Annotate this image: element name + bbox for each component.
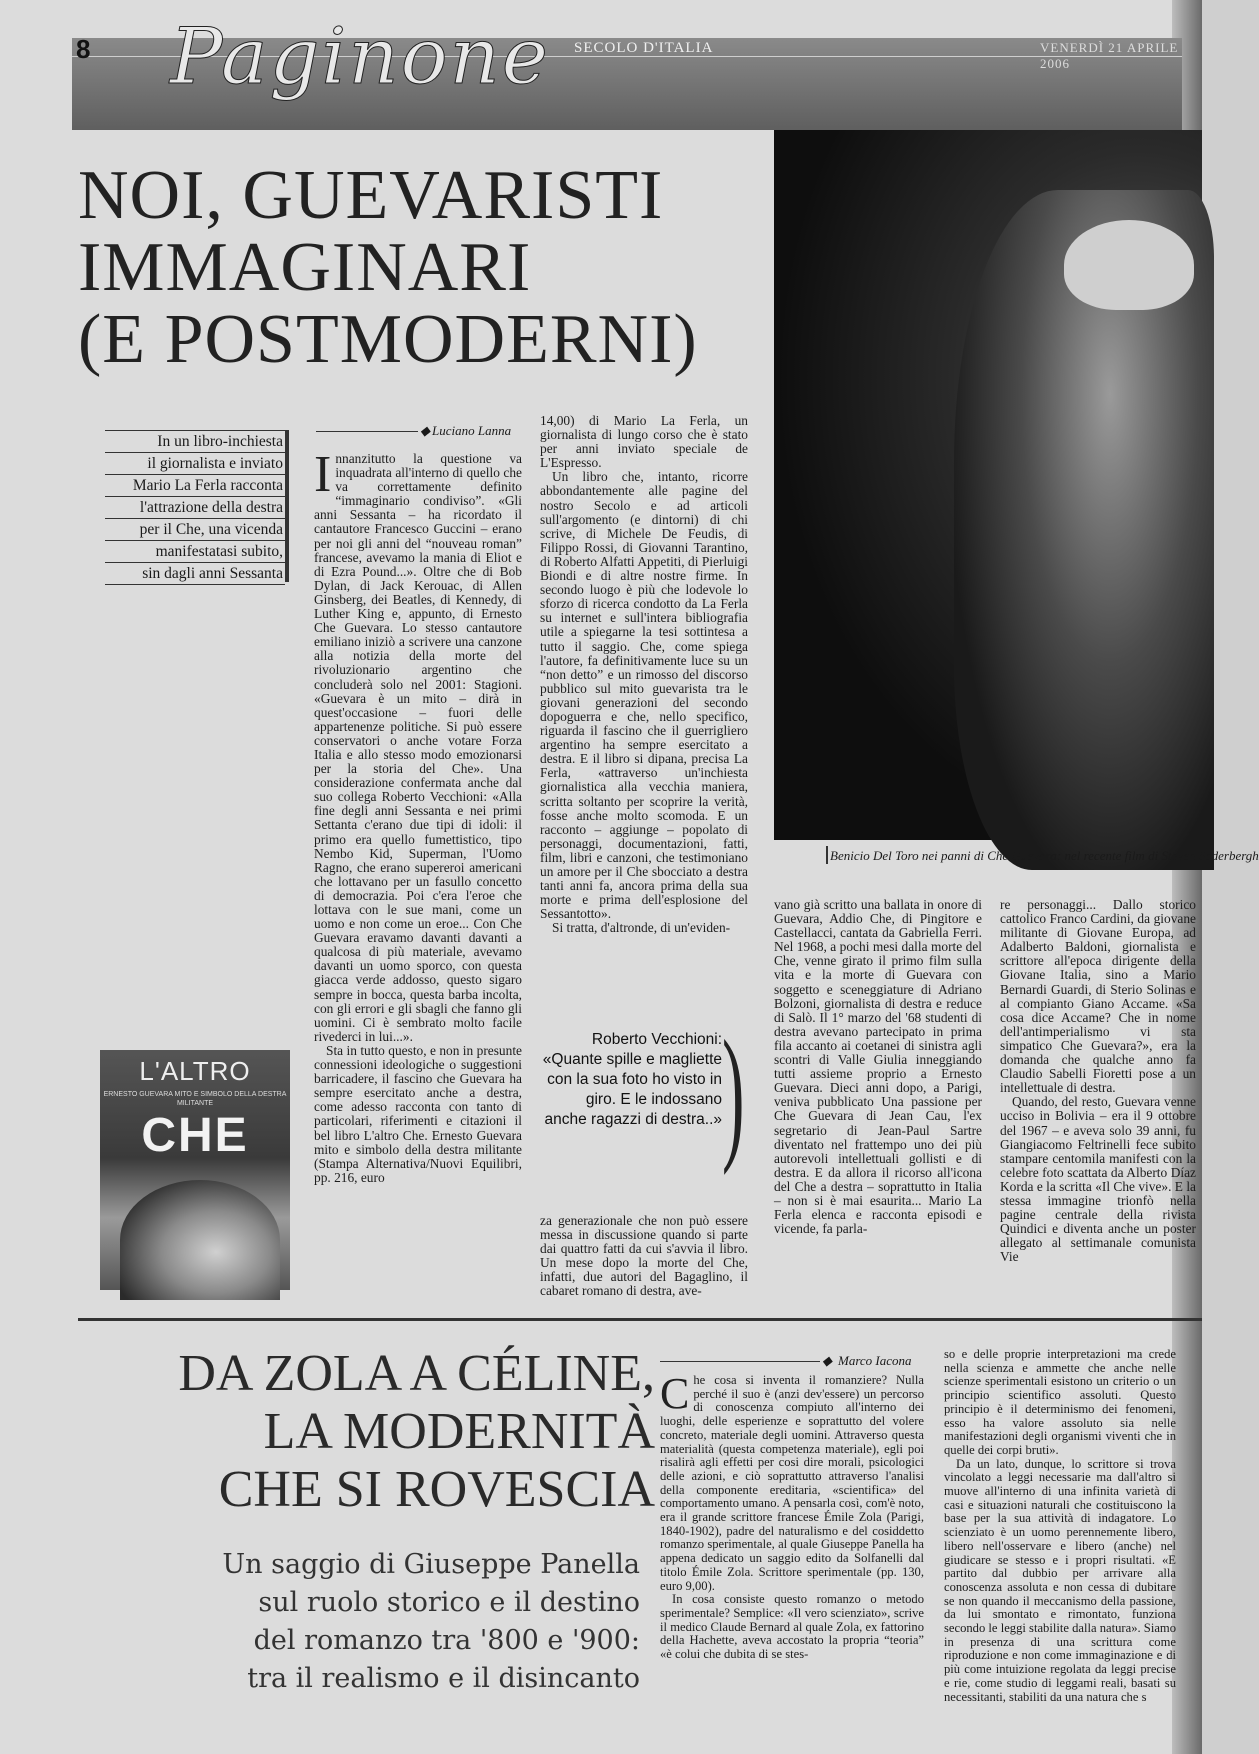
book-title-top: L'ALTRO [139, 1056, 251, 1086]
book-subtitle: ERNESTO GUEVARA MITO E SIMBOLO DELLA DESTRA MILITANTE [103, 1091, 287, 1107]
deck-line: manifestatasi subito, [105, 540, 285, 562]
book-cover-portrait [120, 1180, 280, 1300]
column-text: 14,00) di Mario La Ferla, un giornalista di lungo corso che è stato per anni inviato speciale de L'Espresso. [540, 413, 748, 471]
pull-quote: Roberto Vecchioni: «Quante spille e magliette con la sua foto ho visto in giro. E le indossano anche ragazzi di destra..» [542, 1031, 722, 1128]
column-text: nnanzitutto la questione va inquadrata all'interno di quello che va correttamente definito “immaginario condiviso”. «Gli anni Sessanta – ha ricordato il cantautore Francesco Guccini – erano per noi gli anni del “nouveau roman” francese, avevamo la mania di Eliot e di Ezra Pound...». Oltre che di Bob Dylan, di Jack Kerouac, di Allen Ginsberg, dei Beatles, di Kennedy, di Luther King e, appunto, di Ernesto Che Guevara. Lo stesso cantautore emiliano iniziò a scrivere una canzone alla notizia della morte del rivoluzionario argentino che concluderà solo nel 2001: Stagioni. «Guevara è un mito – dirà in quest'occasione – fuori delle appartenenze politiche. Si può essere conservatori o anche votare Forza Italia e allo stesso modo emozionarsi per la storia del Che». Una considerazione confermata anche dal suo collega Roberto Vecchioni: «Alla fine degli anni Sessanta e nei primi Settanta c'erano due tipi di idoli: il primo era quello fumettistico, tipo Nembo Kid, Superman, l'Uomo Ragno, che erano supereroi americani che lottavano per un fasullo concetto di democrazia. Poi c'era l'eroe che lottava con le sue mani, come un uomo e non come un eroe... Con Che Guevara eravamo davanti davanti a qualcosa di più materiale, avevamo davanti un uomo sporco, con questa giacca verde addosso, questo sigaro sempre in bocca, questa barba incolta, con gli errori e gli sbagli che fanno gli uomini. Ci è sembrato molto facile rivederci in lui...». [314, 451, 522, 1044]
deck-bar [285, 430, 289, 582]
column-text: he cosa si inventa il romanziere? Nulla perché il suo è (anzi dev'essere) un percorso di conoscenza compiuto all'interno dei luoghi, delle esperienze e soprattutto del volere concreto, materiale degli uomini. Attraverso questa materialità (questa competenza materiale), egli poi risalirà agli effetti per cosi dire morali, psicologici delle azioni, e ciò soprattutto attraverso l'analisi della componente ereditaria, «scientifica» del comportamento umano. A pensarla così, com'è noto, era il grande scrittore francese Émile Zola (Parigi, 1840-1902), padre del naturalismo e del cosiddetto romanzo sperimentale, al quale Giuseppe Panella ha appena dedicato un saggio edito da Solfanelli dal titolo Émile Zola. Scrittore sperimentale (pp. 130, euro 9,00). [660, 1373, 924, 1593]
byline-diamond-icon: ◆ [420, 423, 430, 438]
caption-bar [826, 846, 828, 864]
article2-headline [95, 1345, 655, 1519]
headline-line: CHE SI ROVESCIA [218, 1461, 655, 1518]
paper-name: SECOLO D'ITALIA [574, 40, 714, 56]
deck-line: il giornalista e inviato [105, 452, 285, 474]
byline-rule [316, 431, 418, 432]
column-text: Sta in tutto questo, e non in presunte connessioni ideologiche o suggestioni barricadere, il fascino che Guevara ha sempre esercitato anche a destra, come adesso racconta con tanto di particolari, riferimenti e citazioni il bel libro L'altro Che. Ernesto Guevara mito e simbolo della destra militante (Stampa Alternativa/Nuovi Equilibri, pp. 216, euro [314, 1042, 522, 1185]
deck-line: per il Che, una vicenda [105, 518, 285, 540]
deck-line: sin dagli anni Sessanta [105, 562, 285, 585]
article-photo [774, 130, 1202, 840]
headline-line: DA ZOLA A CÉLINE, [178, 1345, 655, 1402]
headline-line: (E POSTMODERNI) [78, 301, 698, 378]
article2-column-1 [660, 1369, 924, 1662]
article-headline [78, 157, 768, 378]
issue-date: VENERDÌ 21 APRILE 2006 [1040, 40, 1179, 71]
page-number: 8 [76, 34, 91, 64]
article-column-4 [1000, 898, 1196, 1264]
column-text: Da un lato, dunque, lo scrittore si trova vincolato a leggi necessarie ma dall'altro si muove all'interno di una infinita varietà di casi e situazioni naturali che costituiscono la base per la sua attività di indagatore. Lo scienziato è un uomo perennemente libero, libero nell'osservare e libero (anche) nel giudicare se stesso e i propri risultati. «E partito dal dubbio per arrivare alla conoscenza assoluta e non cessa di dubitare se non quando il meccanismo della passione, da lui smontato e rimontato, funziona secondo le leggi stabilite dalla natura». Siamo in presenza di una scrittura come riproduzione e non come immaginazione e di più come intuizione regolata da leggi precise e rie, come studio di leggami reali, basati su necessitanti, stabiliti da una natura che s [944, 1456, 1176, 1704]
article2-subhead [130, 1546, 640, 1698]
column-text: In cosa consiste questo romanzo o metodo sperimentale? Semplice: «Il vero scienziato», scrive il medico Claude Bernard al quale Zola, ex fattorino della Hachette, aveva accostato la propria “teoria” «è colui che dubita di se stes- [660, 1592, 924, 1662]
book-title-main: CHE [141, 1109, 249, 1162]
article-column-3 [774, 898, 982, 1236]
article-divider [78, 1318, 1202, 1321]
deck-line: l'attrazione della destra [105, 496, 285, 518]
column-text: Quando, del resto, Guevara venne ucciso in Bolivia – era il 9 ottobre del 1967 – e aveva solo 39 anni, fu Giangiacomo Feltrinelli fece subito stampare centomila manifesti con la celebre foto scattata da Alberto Díaz Korda e la scritta «Il Che vive». E la stessa immagine trionfò nella pagine centrale della rivista Quindici e diventa anche un poster allegato al settimanale comunista Vie [1000, 1094, 1196, 1265]
byline-rule [660, 1361, 820, 1362]
drop-cap: I [314, 446, 332, 503]
section-title: Paginone [170, 12, 550, 102]
article-column-1 [314, 446, 522, 1185]
deck-line: Mario La Ferla racconta [105, 474, 285, 496]
article2-column-2 [944, 1348, 1176, 1748]
book-cover [100, 1050, 290, 1290]
subhead-line: Un saggio di Giuseppe Panella [222, 1549, 640, 1580]
column-text: re personaggi... Dallo storico cattolico Franco Cardini, da giovane militante di Giovane Europa, ad Adalberto Baldoni, giornalista e scrittore all'epoca dirigente della Giovane Italia, sino a Mario Bernardi Guardi, di Sterio Solinas e al compianto Giano Accame. «Sa cosa dice Accame? Che in nome dell'antimperialismo vi sta simpatico Che Guevara?», era la domanda che qualche anno fa Claudio Sabelli Fioretti pose a un intellettuale di destra. [1000, 897, 1196, 1096]
column-text: so e delle proprie interpretazioni ma crede nella scienza e ammette che anche nelle scienze sperimentali esistono un criterio o un principio scientifico assoluti. Questo principio è il determinismo dei fenomeni, esso ha valore assoluto sia nelle manifestazioni degli organismi viventi che in quelle dei corpi bruti». [944, 1347, 1176, 1457]
headline-line: IMMAGINARI [78, 229, 532, 306]
drop-cap: C [660, 1369, 690, 1418]
byline: Marco Iacona [838, 1353, 912, 1368]
subhead-line: sul ruolo storico e il destino [258, 1587, 640, 1618]
byline: Luciano Lanna [432, 423, 512, 438]
photo-beret [1064, 220, 1194, 310]
headline-line: NOI, GUEVARISTI [78, 157, 664, 234]
deck-line: In un libro-inchiesta [105, 430, 285, 452]
article-column-2-cont [540, 1214, 748, 1299]
column-text: Si tratta, d'altronde, di un'eviden- [552, 920, 731, 936]
article-column-2 [540, 414, 748, 935]
column-text: vano già scritto una ballata in onore di Guevara, Addio Che, di Pingitore e Castellacci, cantata da Gabriella Ferri. Nel 1968, a pochi mesi dalla morte del Che, venne girato il primo film sulla vita e la morte di Guevara con soggetto e sceneggiature di Adriano Bolzoni, giornalista di destra e reduce di Salò. Il 1° marzo del '68 studenti di destra avevano partecipato in prima fila accanto ai coetanei di sinistra agli scontri di Valle Giulia inneggiando tutti assieme proprio a Ernesto Guevara. Dieci anni dopo, a Parigi, veniva pubblicato Una passione per Che Guevara di Jean Cau, l'ex segretario di Jean-Paul Sartre diventato nel frattempo uno dei più autorevoli intellettuali gollisti e di destra. E da allora il ricorso all'icona del Che a destra – soprattutto in Italia – non si è mai esaurita... Mario La Ferla elenca e racconta episodi e vicende, fa parla- [774, 897, 982, 1237]
pull-quote-bracket: ) [722, 1010, 745, 1176]
column-text: Un libro che, intanto, ricorre abbondantemente alle pagine del nostro Secolo e ad articoli sull'argomento (e dintorni) di chi scrive, di Michele De Feudis, di Filippo Rossi, di Giovanni Tarantino, di Roberto Alfatti Appetiti, di Pierluigi Biondi e di altre nostre firme. In secondo luogo è più che lodevole lo sforzo di ricerca condotto da La Ferla su internet e sull'intera bibliografia utile a spiegarne la tesi sottintesa a tutto il saggio. Che, come spiega l'autore, fa definitivamente luce su un “non detto” e un rimosso del discorso pubblico sul mito guevarista tra le giovani generazioni del secondo dopoguerra e che, nello specifico, riguarda il fascino che il guerrigliero argentino ha sempre esercitato a destra. E il libro si dipana, precisa La Ferla, «attraverso un'inchiesta giornalistica alla vecchia maniera, scritta soltanto per scoprire la verità, fosse anche molto scomoda. E un racconto – aggiunge – popolato di personaggi, documentazioni, fatti, film, libri e canzoni, che testimoniano un amore per il Che sbocciato a destra tanti anni fa, ancora prima della sua morte e prima dell'esplosione del Sessantotto». [540, 469, 748, 922]
photo-caption: Benicio Del Toro nei panni di Che Guevara: nel recente film di Steven Soderbergh [830, 848, 1259, 863]
byline-diamond-icon: ◆ [822, 1353, 832, 1368]
subhead-line: del romanzo tra '800 e '900: [253, 1625, 640, 1656]
subhead-line: tra il realismo e il disincanto [247, 1663, 640, 1694]
headline-line: LA MODERNITÀ [263, 1403, 655, 1460]
column-text: za generazionale che non può essere messa in discussione quando si parte dai quattro fatti da cui s'avvia il libro. Un mese dopo la morte del Che, infatti, due autori del Bagaglino, il cabaret romano di destra, ave- [540, 1213, 748, 1299]
article-deck [105, 430, 285, 585]
